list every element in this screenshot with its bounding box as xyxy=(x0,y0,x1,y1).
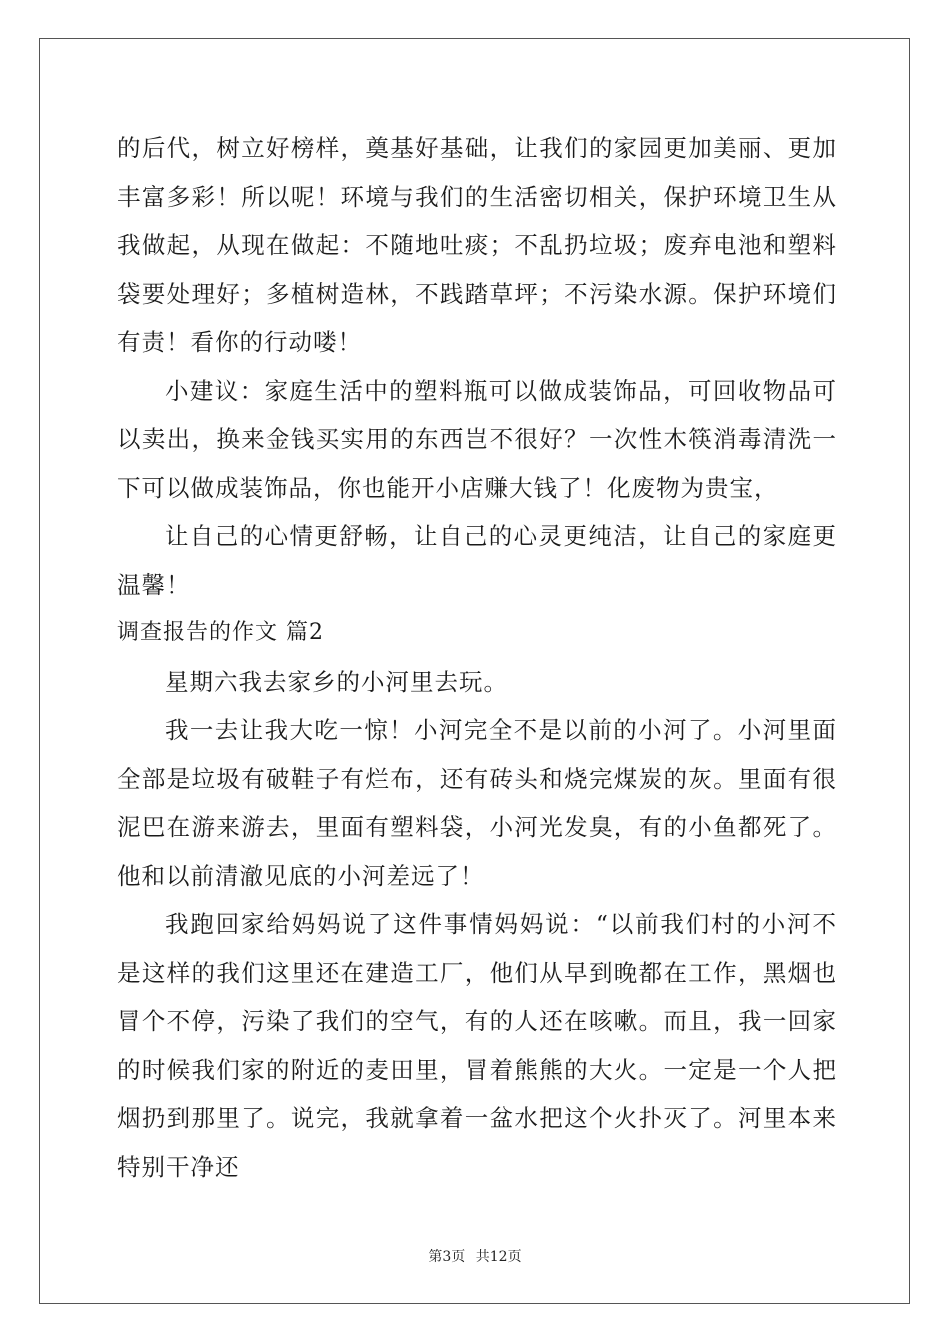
paragraph: 让自己的心情更舒畅，让自己的心灵更纯洁，让自己的家庭更温馨！ xyxy=(117,522,837,599)
paragraph: 我一去让我大吃一惊！小河完全不是以前的小河了。小河里面全部是垃圾有破鞋子有烂布，还有砖头和烧完煤炭的灰。里面有很泥巴在游来游去，里面有塑料袋，小河光发臭，有的小鱼都死了。他和以前清澈见底的小河差远了！ xyxy=(117,716,837,890)
document-body xyxy=(117,124,837,1191)
paragraph: 小建议：家庭生活中的塑料瓶可以做成装饰品，可回收物品可以卖出，换来金钱买实用的东西岂不很好？一次性木筷消毒清洗一下可以做成装饰品，你也能开小店赚大钱了！化废物为贵宝， xyxy=(117,376,837,502)
paragraph: 我跑回家给妈妈说了这件事情妈妈说：“以前我们村的小河不是这样的我们这里还在建造工厂，他们从早到晚都在工作，黑烟也冒个不停，污染了我们的空气，有的人还在咳嗽。而且，我一回家的时候我们家的附近的麦田里，冒着熊熊的大火。一定是一个人把烟扔到那里了。说完，我就拿着一盆水把这个火扑灭了。河里本来特别干净还 xyxy=(117,910,837,1181)
section-heading: 调查报告的作文 篇2 xyxy=(117,620,324,645)
paragraph: 的后代，树立好榜样，奠基好基础，让我们的家园更加美丽、更加丰富多彩！所以呢！环境与我们的生活密切相关，保护环境卫生从我做起，从现在做起：不随地吐痰；不乱扔垃圾；废弃电池和塑料袋要处理好；多植树造林，不践踏草坪；不污染水源。保护环境们有责！看你的行动喽！ xyxy=(117,134,837,356)
page-number: 第3页 xyxy=(428,1249,466,1265)
paragraph: 星期六我去家乡的小河里去玩。 xyxy=(165,667,508,696)
page-total: 共12页 xyxy=(475,1249,522,1265)
page-footer xyxy=(0,1246,950,1266)
